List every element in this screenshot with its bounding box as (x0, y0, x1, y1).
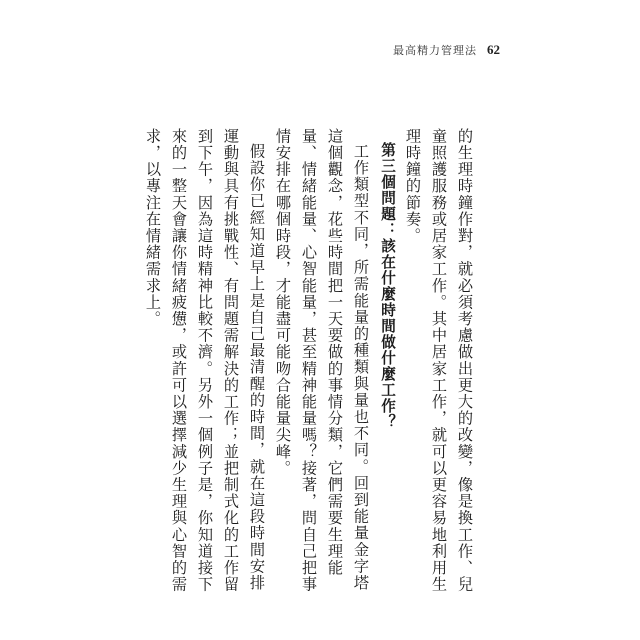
vertical-body-text (144, 128, 478, 598)
paragraph-continued: 的生理時鐘作對，就必須考慮做出更大的改變，像是換工作、兒童照護服務或居家工作。其中居家工作，就可以更容易地利用生理時鐘的節奏。 (404, 128, 474, 593)
page-number: 62 (487, 42, 500, 57)
paragraph: 假設你已經知道早上是自己最清醒的時間，就在這段時間安排運動與具有挑戰性、有問題需解決的工作；並把制式化的工作留到下午，因為這時精神比較不濟。另外一個例子是，你知道接下來的一整天會讓你情緒疲憊，或許可以選擇減少生理與心智的需求，以專注在情緒需求上。 (144, 128, 266, 593)
book-title: 最高精力管理法 (393, 44, 477, 57)
running-head (360, 40, 500, 60)
section-heading: 第三個問題：該在什麼時間做什麼工作？ (379, 142, 396, 430)
paragraph: 工作類型不同，所需能量的種類與量也不同。回到能量金字塔這個觀念，花些時間把一天要做的事情分類，它們需要生理能量、情緒能量、心智能量，甚至精神能量嗎？接著，問自己把事情安排在哪個時段，才能盡可能吻合能量尖峰。 (274, 128, 370, 593)
